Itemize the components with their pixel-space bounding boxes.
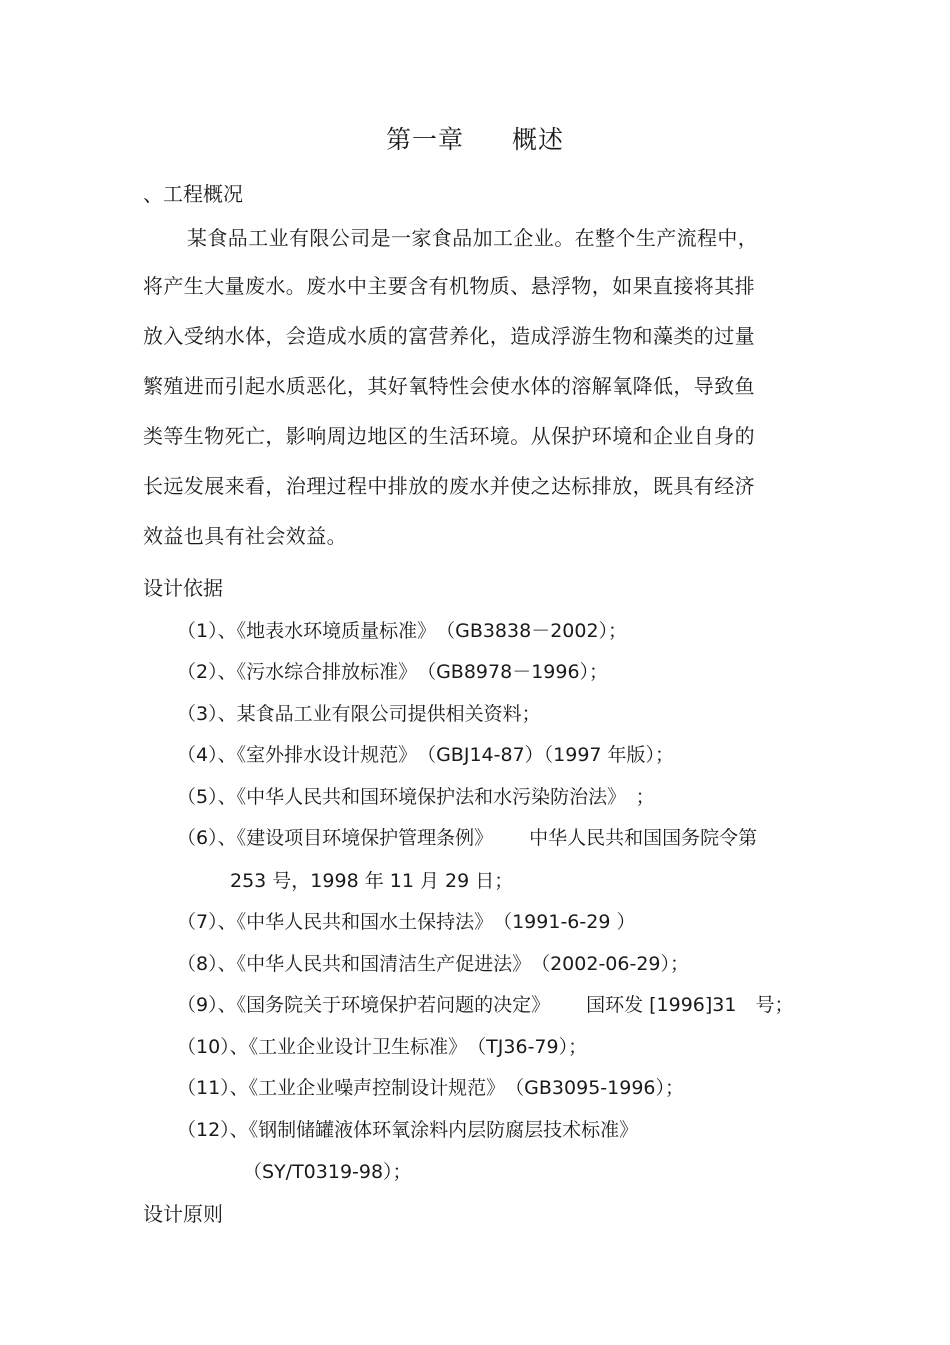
- section-heading-design-principles: 设计原则: [143, 1202, 223, 1226]
- section-heading-overview: 、工程概况: [143, 182, 243, 206]
- paragraph-line: 长远发展来看，治理过程中排放的废水并使之达标排放，既具有经济: [143, 474, 755, 498]
- chapter-title: [0, 122, 950, 158]
- reference-item-continuation: 253 号，1998 年 11 月 29 日；: [230, 870, 514, 892]
- reference-item: （7）、《中华人民共和国水土保持法》 （1991-6-29 ）: [177, 911, 636, 933]
- reference-item: （4）、《室外排水设计规范》 （GBJ14-87）（1997 年版）；: [177, 744, 675, 766]
- paragraph-line: 效益也具有社会效益。: [143, 524, 347, 548]
- paragraph-line: 类等生物死亡，影响周边地区的生活环境。从保护环境和企业自身的: [143, 424, 755, 448]
- paragraph-line: 繁殖进而引起水质恶化，其好氧特性会使水体的溶解氧降低，导致鱼: [143, 374, 755, 398]
- reference-item: （8）、《中华人民共和国清洁生产促进法》 （2002-06-29）；: [177, 953, 690, 975]
- section-heading-design-basis: 设计依据: [143, 576, 223, 600]
- reference-item-continuation: （SY/T0319-98）；: [243, 1161, 412, 1183]
- chapter-number: 第一章: [385, 125, 464, 154]
- reference-item: （5）、《中华人民共和国环境保护法和水污染防治法》 ；: [177, 786, 655, 808]
- paragraph-line: 将产生大量废水。废水中主要含有机物质、悬浮物，如果直接将其排: [143, 274, 755, 298]
- reference-item-title: （6）、《建设项目环境保护管理条例》: [177, 827, 494, 849]
- reference-item: （11）、《工业企业噪声控制设计规范》 （GB3095-1996）；: [177, 1077, 684, 1099]
- reference-item-title: （9）、《国务院关于环境保护若问题的决定》: [177, 994, 551, 1016]
- reference-item: （2）、《污水综合排放标准》 （GB8978－1996）；: [177, 661, 609, 683]
- paragraph-line: 某食品工业有限公司是一家食品加工企业。在整个生产流程中，: [187, 226, 759, 250]
- reference-item: [177, 991, 794, 1019]
- reference-item: （10）、《工业企业设计卫生标准》 （TJ36-79）；: [177, 1036, 588, 1058]
- reference-item-issuer: 中华人民共和国国务院令第: [529, 827, 758, 849]
- paragraph-line: 放入受纳水体，会造成水质的富营养化，造成浮游生物和藻类的过量: [143, 324, 755, 348]
- reference-item: [177, 824, 757, 852]
- reference-item: （12）、《钢制储罐液体环氧涂料内层防腐层技术标准》: [177, 1119, 639, 1141]
- reference-item: （1）、《地表水环境质量标准》 （GB3838－2002）；: [177, 620, 628, 642]
- reference-item-issuer: 国环发 [1996]31 号；: [586, 994, 794, 1016]
- chapter-name: 概述: [512, 125, 565, 154]
- reference-item: （3）、某食品工业有限公司提供相关资料；: [177, 703, 541, 725]
